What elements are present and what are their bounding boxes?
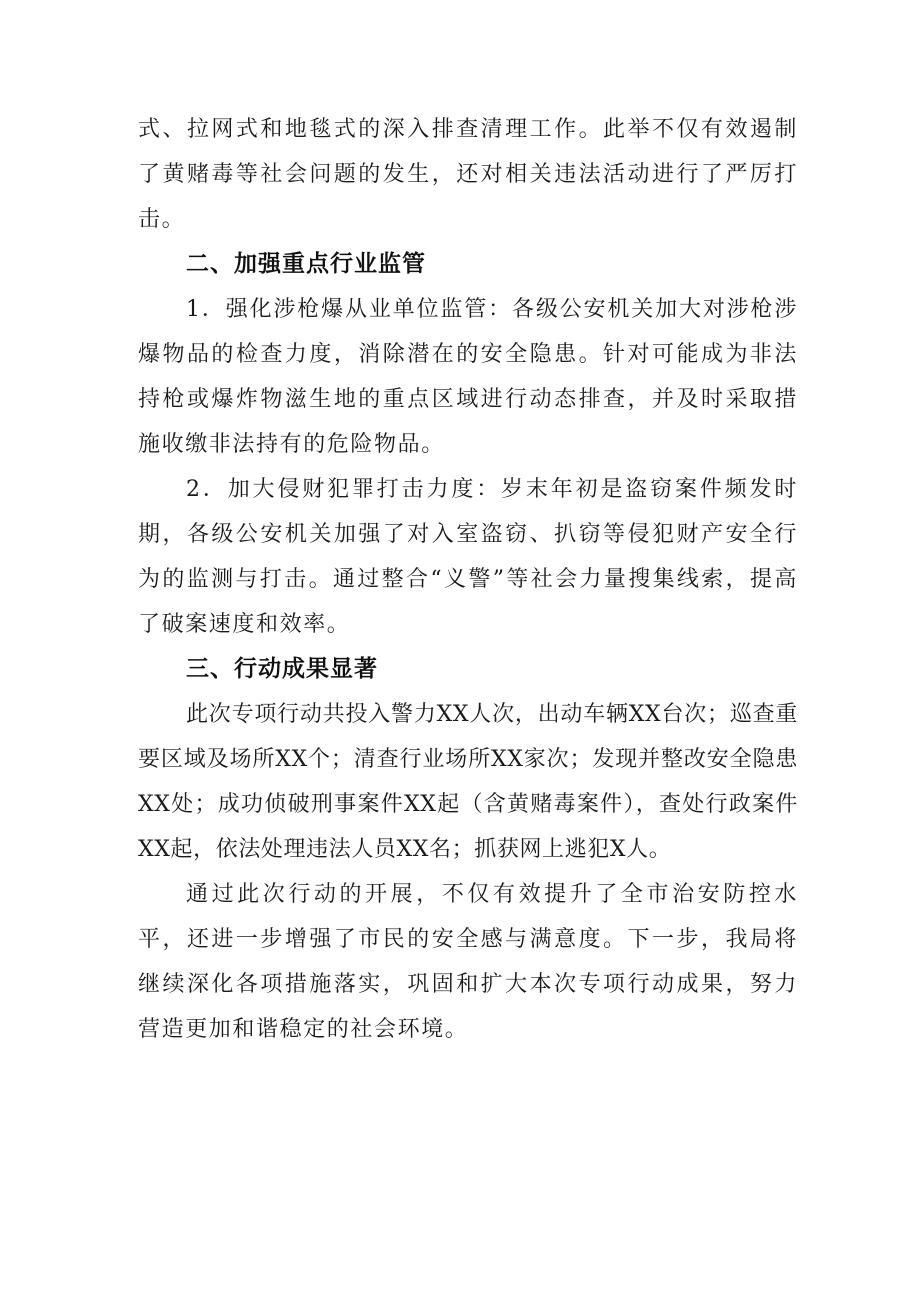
section-heading-2: 二、加强重点行业监管 bbox=[186, 251, 426, 277]
conclusion-paragraph: 通过此次行动的开展，不仅有效提升了全市治安防控水平，还进一步增强了市民的安全感与满意度。下一步，我局将继续深化各项措施落实，巩固和扩大本次专项行动成果，努力营造更加和谐稳定的社会环境。 bbox=[138, 882, 798, 1042]
results-paragraph: 此次专项行动共投入警力XX人次，出动车辆XX台次；巡查重要区域及场所XX个；清查行业场所XX家次；发现并整改安全隐患XX处；成功侦破刑事案件XX起（含黄赌毒案件），查处行政案件XX起，依法处理违法人员XX名；抓获网上逃犯X人。 bbox=[138, 702, 798, 862]
document-body bbox=[138, 107, 798, 1052]
item-2-paragraph: 2．加大侵财犯罪打击力度：岁末年初是盗窃案件频发时期，各级公安机关加强了对入室盗窃、扒窃等侵犯财产安全行为的监测与打击。通过整合“义警”等社会力量搜集线索，提高了破案速度和效率。 bbox=[138, 477, 798, 637]
item-1-paragraph: 1．强化涉枪爆从业单位监管：各级公安机关加大对涉枪涉爆物品的检查力度，消除潜在的安全隐患。针对可能成为非法持枪或爆炸物滋生地的重点区域进行动态排查，并及时采取措施收缴非法持有的危险物品。 bbox=[138, 297, 798, 457]
intro-paragraph: 式、拉网式和地毯式的深入排查清理工作。此举不仅有效遏制了黄赌毒等社会问题的发生，还对相关违法活动进行了严厉打击。 bbox=[138, 117, 798, 232]
section-heading-3: 三、行动成果显著 bbox=[186, 656, 378, 682]
